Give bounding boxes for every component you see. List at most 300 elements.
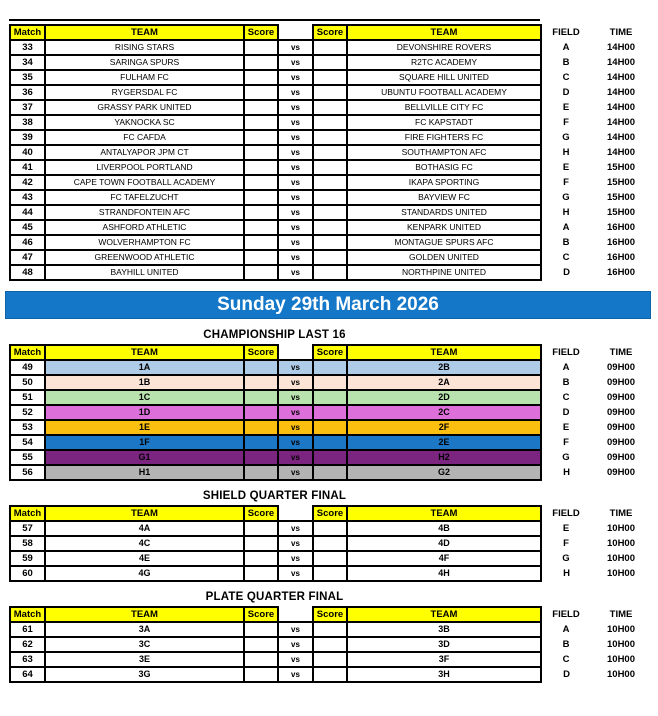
away-team: 3H: [347, 667, 541, 682]
home-score-cell: [244, 405, 278, 420]
col-header-team-home: TEAM: [45, 506, 244, 521]
vs-label: vs: [278, 622, 313, 637]
away-score-cell: [313, 637, 347, 652]
away-team: 2D: [347, 390, 541, 405]
section-title-shield: SHIELD QUARTER FINAL: [202, 490, 347, 502]
time-value: 09H00: [607, 407, 635, 418]
field-value: D: [562, 87, 570, 98]
away-team: BOTHASIG FC: [347, 160, 541, 175]
match-number: 55: [10, 450, 45, 465]
home-score-cell: [244, 360, 278, 375]
field-value: B: [562, 377, 570, 388]
col-header-field: FIELD: [552, 508, 580, 519]
col-header-field: FIELD: [552, 609, 580, 620]
away-score-cell: [313, 55, 347, 70]
home-score-cell: [244, 435, 278, 450]
home-score-cell: [244, 551, 278, 566]
fixture-row: [10, 115, 651, 130]
away-score-cell: [313, 360, 347, 375]
home-team: 1E: [45, 420, 244, 435]
away-score-cell: [313, 375, 347, 390]
col-header-match: Match: [10, 607, 45, 622]
away-score-cell: [313, 265, 347, 280]
field-value: E: [562, 102, 570, 113]
away-score-cell: [313, 235, 347, 250]
col-header-time: TIME: [609, 609, 633, 620]
match-number: 46: [10, 235, 45, 250]
home-score-cell: [244, 190, 278, 205]
home-team: FC CAFDA: [45, 130, 244, 145]
fixture-row: [10, 160, 651, 175]
fixture-row: [10, 390, 651, 405]
vs-label: vs: [278, 190, 313, 205]
away-score-cell: [313, 652, 347, 667]
vs-label: vs: [278, 235, 313, 250]
field-value: G: [562, 452, 570, 463]
home-team: RYGERSDAL FC: [45, 85, 244, 100]
home-team: ASHFORD ATHLETIC: [45, 220, 244, 235]
time-value: 16H00: [607, 222, 635, 233]
away-team: NORTHPINE UNITED: [347, 265, 541, 280]
col-header-score-home: Score: [244, 607, 278, 622]
away-score-cell: [313, 40, 347, 55]
field-value: C: [562, 252, 570, 263]
header-vs-gap: [278, 345, 313, 360]
away-score-cell: [313, 190, 347, 205]
time-value: 09H00: [607, 437, 635, 448]
home-score-cell: [244, 375, 278, 390]
away-score-cell: [313, 390, 347, 405]
col-header-team-away: TEAM: [347, 25, 541, 40]
header-row: [10, 607, 651, 622]
home-score-cell: [244, 390, 278, 405]
time-value: 10H00: [607, 538, 635, 549]
home-score-cell: [244, 652, 278, 667]
fixture-row: [10, 40, 651, 55]
fixture-row: [10, 55, 651, 70]
fixture-row: [10, 667, 651, 682]
match-number: 36: [10, 85, 45, 100]
header-vs-gap: [278, 25, 313, 40]
home-score-cell: [244, 130, 278, 145]
away-team: 2E: [347, 435, 541, 450]
away-team: IKAPA SPORTING: [347, 175, 541, 190]
time-value: 09H00: [607, 422, 635, 433]
match-number: 58: [10, 536, 45, 551]
home-team: GREENWOOD ATHLETIC: [45, 250, 244, 265]
col-header-time: TIME: [609, 27, 633, 38]
group-stage-fixtures-table: [0, 24, 658, 281]
fixture-row: [10, 551, 651, 566]
vs-label: vs: [278, 435, 313, 450]
home-team: 4C: [45, 536, 244, 551]
match-number: 35: [10, 70, 45, 85]
col-header-score-home: Score: [244, 345, 278, 360]
fixture-row: [10, 566, 651, 581]
vs-label: vs: [278, 70, 313, 85]
home-score-cell: [244, 55, 278, 70]
fixture-row: [10, 190, 651, 205]
home-team: FC TAFELZUCHT: [45, 190, 244, 205]
match-number: 34: [10, 55, 45, 70]
time-value: 14H00: [607, 147, 635, 158]
vs-label: vs: [278, 450, 313, 465]
home-team: 3G: [45, 667, 244, 682]
time-value: 09H00: [607, 362, 635, 373]
away-team: 3D: [347, 637, 541, 652]
home-score-cell: [244, 235, 278, 250]
home-score-cell: [244, 175, 278, 190]
away-team: KENPARK UNITED: [347, 220, 541, 235]
home-team: STRANDFONTEIN AFC: [45, 205, 244, 220]
home-team: WOLVERHAMPTON FC: [45, 235, 244, 250]
away-team: 4H: [347, 566, 541, 581]
col-header-score-home: Score: [244, 25, 278, 40]
home-score-cell: [244, 145, 278, 160]
home-score-cell: [244, 465, 278, 480]
time-value: 09H00: [607, 467, 635, 478]
group-stage-fixtures: [9, 24, 652, 281]
away-score-cell: [313, 85, 347, 100]
col-header-field: FIELD: [552, 27, 580, 38]
match-number: 53: [10, 420, 45, 435]
home-team: SARINGA SPURS: [45, 55, 244, 70]
away-team: SQUARE HILL UNITED: [347, 70, 541, 85]
fixture-row: [10, 375, 651, 390]
home-score-cell: [244, 85, 278, 100]
home-team: 1A: [45, 360, 244, 375]
header-row: [10, 345, 651, 360]
field-value: H: [562, 207, 570, 218]
vs-label: vs: [278, 465, 313, 480]
vs-label: vs: [278, 130, 313, 145]
home-score-cell: [244, 160, 278, 175]
field-value: E: [562, 422, 570, 433]
away-score-cell: [313, 70, 347, 85]
vs-label: vs: [278, 566, 313, 581]
vs-label: vs: [278, 250, 313, 265]
field-value: F: [563, 437, 569, 448]
away-score-cell: [313, 450, 347, 465]
header-vs-gap: [278, 607, 313, 622]
fixture-row: [10, 360, 651, 375]
match-number: 59: [10, 551, 45, 566]
away-score-cell: [313, 435, 347, 450]
away-team: 4F: [347, 551, 541, 566]
time-value: 14H00: [607, 57, 635, 68]
away-team: UBUNTU FOOTBALL ACADEMY: [347, 85, 541, 100]
fixture-row: [10, 250, 651, 265]
vs-label: vs: [278, 405, 313, 420]
field-value: C: [562, 72, 570, 83]
field-value: C: [562, 392, 570, 403]
match-number: 49: [10, 360, 45, 375]
away-team: GOLDEN UNITED: [347, 250, 541, 265]
home-team: RISING STARS: [45, 40, 244, 55]
home-team: 1D: [45, 405, 244, 420]
away-score-cell: [313, 100, 347, 115]
away-score-cell: [313, 145, 347, 160]
page-top-divider: [9, 19, 540, 21]
away-score-cell: [313, 160, 347, 175]
away-score-cell: [313, 551, 347, 566]
vs-label: vs: [278, 145, 313, 160]
home-score-cell: [244, 667, 278, 682]
fixture-row: [10, 521, 651, 536]
vs-label: vs: [278, 100, 313, 115]
fixture-row: [10, 622, 651, 637]
fixture-row: [10, 175, 651, 190]
home-score-cell: [244, 622, 278, 637]
match-number: 44: [10, 205, 45, 220]
fixture-row: [10, 130, 651, 145]
away-team: BAYVIEW FC: [347, 190, 541, 205]
field-value: D: [563, 669, 570, 680]
time-value: 09H00: [607, 452, 635, 463]
home-score-cell: [244, 265, 278, 280]
field-value: A: [562, 42, 570, 53]
time-value: 14H00: [607, 117, 635, 128]
time-value: 10H00: [607, 568, 635, 579]
home-team: 1B: [45, 375, 244, 390]
col-header-time: TIME: [609, 508, 633, 519]
match-number: 61: [10, 622, 45, 637]
fixture-row: [10, 220, 651, 235]
match-number: 43: [10, 190, 45, 205]
home-score-cell: [244, 420, 278, 435]
away-score-cell: [313, 250, 347, 265]
away-team: 4D: [347, 536, 541, 551]
vs-label: vs: [278, 390, 313, 405]
home-team: FULHAM FC: [45, 70, 244, 85]
col-header-match: Match: [10, 345, 45, 360]
section-title-championship: CHAMPIONSHIP LAST 16: [203, 329, 346, 341]
fixture-row: [10, 205, 651, 220]
match-number: 40: [10, 145, 45, 160]
vs-label: vs: [278, 521, 313, 536]
header-row: [10, 25, 651, 40]
fixture-row: [10, 420, 651, 435]
away-team: 4B: [347, 521, 541, 536]
away-team: 2B: [347, 360, 541, 375]
home-team: BAYHILL UNITED: [45, 265, 244, 280]
home-score-cell: [244, 70, 278, 85]
time-value: 16H00: [607, 267, 635, 278]
away-score-cell: [313, 465, 347, 480]
home-team: 4E: [45, 551, 244, 566]
fixture-row: [10, 265, 651, 280]
match-number: 64: [10, 667, 45, 682]
fixture-row: [10, 85, 651, 100]
home-team: 1F: [45, 435, 244, 450]
match-number: 41: [10, 160, 45, 175]
away-score-cell: [313, 175, 347, 190]
vs-label: vs: [278, 205, 313, 220]
home-score-cell: [244, 250, 278, 265]
field-value: F: [563, 177, 569, 188]
col-header-score-home: Score: [244, 506, 278, 521]
home-score-cell: [244, 220, 278, 235]
home-score-cell: [244, 115, 278, 130]
time-value: 15H00: [607, 192, 635, 203]
home-team: 4A: [45, 521, 244, 536]
match-number: 42: [10, 175, 45, 190]
away-team: DEVONSHIRE ROVERS: [347, 40, 541, 55]
fixture-row: [10, 145, 651, 160]
header-vs-gap: [278, 506, 313, 521]
home-team: LIVERPOOL PORTLAND: [45, 160, 244, 175]
away-team: MONTAGUE SPURS AFC: [347, 235, 541, 250]
home-team: YAKNOCKA SC: [45, 115, 244, 130]
plate-quarter-final-table: [0, 606, 658, 683]
home-team: GRASSY PARK UNITED: [45, 100, 244, 115]
field-value: H: [562, 147, 570, 158]
time-value: 10H00: [607, 639, 635, 650]
home-team: 3A: [45, 622, 244, 637]
col-header-team-home: TEAM: [45, 607, 244, 622]
vs-label: vs: [278, 375, 313, 390]
field-value: A: [562, 222, 570, 233]
away-team: FIRE FIGHTERS FC: [347, 130, 541, 145]
field-value: A: [562, 624, 570, 635]
shield-quarter-final-table: [0, 505, 658, 582]
time-value: 14H00: [607, 72, 635, 83]
away-score-cell: [313, 420, 347, 435]
field-value: H: [563, 568, 570, 579]
away-score-cell: [313, 566, 347, 581]
field-value: B: [562, 639, 570, 650]
time-value: 16H00: [607, 237, 635, 248]
time-value: 14H00: [607, 102, 635, 113]
away-team: FC KAPSTADT: [347, 115, 541, 130]
home-score-cell: [244, 521, 278, 536]
away-team: BELLVILLE CITY FC: [347, 100, 541, 115]
field-value: E: [562, 523, 570, 534]
shield-quarter-final: [9, 505, 652, 582]
home-score-cell: [244, 637, 278, 652]
away-score-cell: [313, 130, 347, 145]
match-number: 52: [10, 405, 45, 420]
fixture-row: [10, 652, 651, 667]
col-header-score-away: Score: [313, 506, 347, 521]
championship-last-16: [9, 344, 652, 481]
match-number: 37: [10, 100, 45, 115]
vs-label: vs: [278, 220, 313, 235]
fixture-row: [10, 465, 651, 480]
match-number: 50: [10, 375, 45, 390]
vs-label: vs: [278, 360, 313, 375]
home-team: G1: [45, 450, 244, 465]
col-header-team-away: TEAM: [347, 607, 541, 622]
vs-label: vs: [278, 40, 313, 55]
fixture-row: [10, 450, 651, 465]
field-value: D: [562, 407, 570, 418]
fixture-row: [10, 100, 651, 115]
match-number: 57: [10, 521, 45, 536]
fixture-row: [10, 405, 651, 420]
away-score-cell: [313, 521, 347, 536]
col-header-score-away: Score: [313, 25, 347, 40]
away-score-cell: [313, 115, 347, 130]
match-number: 51: [10, 390, 45, 405]
home-team: H1: [45, 465, 244, 480]
home-team: 3E: [45, 652, 244, 667]
time-value: 14H00: [607, 42, 635, 53]
time-value: 16H00: [607, 252, 635, 263]
fixture-row: [10, 235, 651, 250]
away-score-cell: [313, 405, 347, 420]
away-team: G2: [347, 465, 541, 480]
time-value: 10H00: [607, 523, 635, 534]
vs-label: vs: [278, 175, 313, 190]
col-header-field: FIELD: [552, 347, 580, 358]
away-team: H2: [347, 450, 541, 465]
match-number: 48: [10, 265, 45, 280]
match-number: 45: [10, 220, 45, 235]
away-score-cell: [313, 220, 347, 235]
away-team: 2F: [347, 420, 541, 435]
home-team: ANTALYAPOR JPM CT: [45, 145, 244, 160]
vs-label: vs: [278, 55, 313, 70]
home-team: CAPE TOWN FOOTBALL ACADEMY: [45, 175, 244, 190]
away-team: SOUTHAMPTON AFC: [347, 145, 541, 160]
fixture-row: [10, 70, 651, 85]
vs-label: vs: [278, 551, 313, 566]
time-value: 10H00: [607, 669, 635, 680]
away-score-cell: [313, 205, 347, 220]
field-value: B: [562, 237, 570, 248]
home-score-cell: [244, 205, 278, 220]
field-value: F: [563, 117, 569, 128]
field-value: B: [562, 57, 570, 68]
field-value: G: [562, 192, 570, 203]
date-banner: [5, 291, 651, 319]
away-team: 2C: [347, 405, 541, 420]
home-team: 4G: [45, 566, 244, 581]
match-number: 62: [10, 637, 45, 652]
match-number: 39: [10, 130, 45, 145]
col-header-team-away: TEAM: [347, 506, 541, 521]
match-number: 33: [10, 40, 45, 55]
away-score-cell: [313, 536, 347, 551]
time-value: 10H00: [607, 553, 635, 564]
away-team: R2TC ACADEMY: [347, 55, 541, 70]
vs-label: vs: [278, 160, 313, 175]
time-value: 15H00: [607, 177, 635, 188]
away-team: 3B: [347, 622, 541, 637]
col-header-score-away: Score: [313, 345, 347, 360]
section-title-plate: PLATE QUARTER FINAL: [205, 591, 344, 603]
time-value: 10H00: [607, 654, 635, 665]
home-score-cell: [244, 100, 278, 115]
vs-label: vs: [278, 536, 313, 551]
plate-quarter-final: [9, 606, 652, 683]
away-team: 2A: [347, 375, 541, 390]
home-score-cell: [244, 450, 278, 465]
field-value: D: [563, 267, 570, 278]
time-value: 14H00: [607, 87, 635, 98]
time-value: 15H00: [607, 162, 635, 173]
home-score-cell: [244, 566, 278, 581]
time-value: 09H00: [607, 377, 635, 388]
home-score-cell: [244, 536, 278, 551]
vs-label: vs: [278, 115, 313, 130]
field-value: G: [562, 132, 570, 143]
away-team: STANDARDS UNITED: [347, 205, 541, 220]
match-number: 63: [10, 652, 45, 667]
field-value: G: [562, 553, 570, 564]
col-header-team-home: TEAM: [45, 345, 244, 360]
